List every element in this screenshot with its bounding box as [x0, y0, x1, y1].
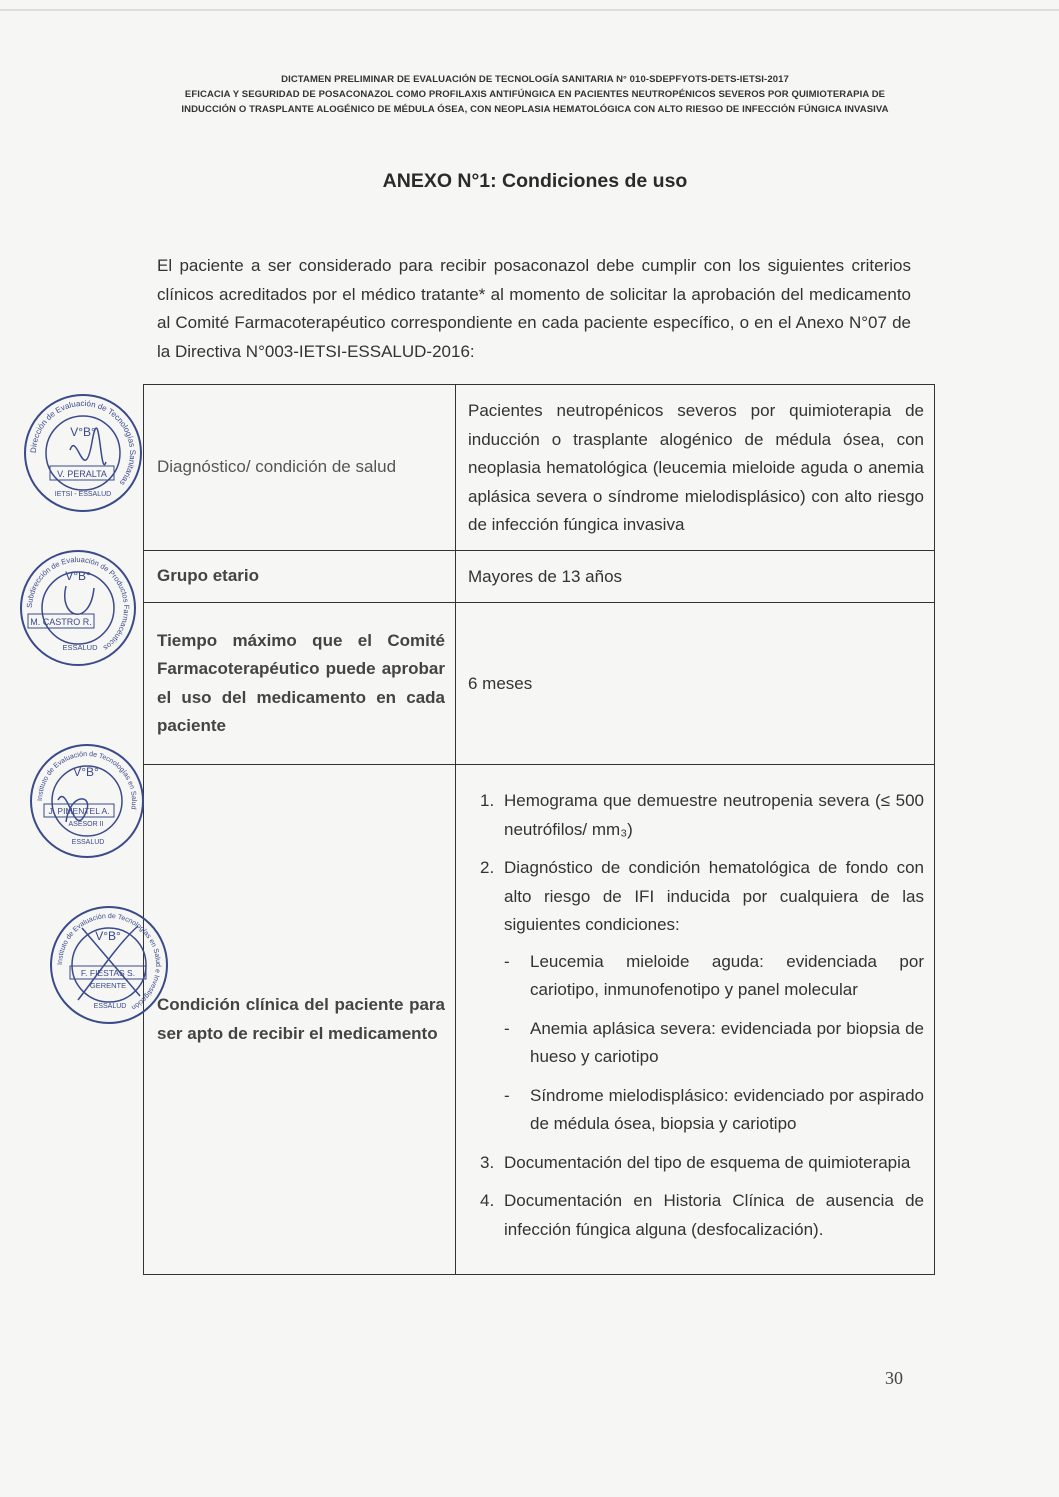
svg-text:ESSALUD: ESSALUD: [62, 643, 98, 652]
criteria-number: 1.: [480, 791, 495, 810]
svg-text:ESSALUD: ESSALUD: [71, 839, 105, 846]
svg-text:Instituto de Evaluación de Tec: Instituto de Evaluación de Tecnologías en Salud: [36, 750, 138, 810]
table-row-age: [144, 551, 935, 603]
svg-text:ESSALUD: ESSALUD: [93, 1003, 127, 1010]
subcriteria-dash: -: [504, 1085, 510, 1105]
criteria-text: Documentación del tipo de esquema de quimioterapia: [504, 1152, 911, 1172]
subcriteria-item: [504, 1015, 924, 1072]
svg-text:Subdirección de Evaluación de: Subdirección de Evaluación de Productos Farmacéuticos: [24, 554, 132, 653]
svg-text:V°B°: V°B°: [65, 569, 91, 583]
svg-text:Instituto de Evaluación de Tec: Instituto de Evaluación de Tecnologías en Salud e Investigación: [56, 912, 162, 1011]
subcriteria-item: [504, 948, 924, 1005]
svg-text:V°B°: V°B°: [73, 765, 99, 779]
svg-text:V. PERALTA: V. PERALTA: [57, 469, 107, 479]
header-line-2: EFICACIA Y SEGURIDAD DE POSACONAZOL COMO PROFILAXIS ANTIFÚNGICA EN PACIENTES NEUTROPÉNICOS SEVEROS POR QUIMIOTERAPIA DE: [184, 89, 886, 100]
criteria-text: Hemograma que demuestre neutropenia severa (≤ 500 neutrófilos/ mm₃): [504, 791, 924, 839]
criteria-text: Documentación en Historia Clínica de ausencia de infección fúngica alguna (desfocalización).: [504, 1191, 924, 1239]
header-line-3: INDUCCIÓN O TRASPLANTE ALOGÉNICO DE MÉDULA ÓSEA, CON NEOPLASIA HEMATOLÓGICA CON ALTO RIESGO DE INFECCIÓN FÚNGICA INVASIVA: [181, 104, 889, 115]
criteria-item: [480, 787, 924, 844]
svg-text:ASESOR II: ASESOR II: [68, 821, 104, 828]
approval-stamp-pimentel: [28, 742, 146, 860]
criteria-item: [480, 854, 924, 1139]
criteria-item: [480, 1187, 924, 1244]
page-title: ANEXO N°1: Condiciones de uso: [382, 170, 688, 192]
time-label: Tiempo máximo que el Comité Farmacoterapéutico puede aprobar el uso del medicamento en cada paciente: [144, 603, 456, 765]
criteria-item: [480, 1149, 924, 1178]
page-number: 30: [885, 1368, 903, 1388]
table-row-time: [144, 603, 935, 765]
criteria-number: 3.: [480, 1152, 495, 1172]
svg-text:M. CASTRO R.: M. CASTRO R.: [30, 617, 92, 627]
criteria-cell: [456, 765, 935, 1275]
approval-stamp-fiestas: [48, 904, 170, 1026]
svg-text:J. PIMENTEL A.: J. PIMENTEL A.: [48, 806, 110, 816]
svg-text:GERENTE: GERENTE: [89, 981, 127, 990]
svg-text:F. FIESTAS S.: F. FIESTAS S.: [80, 968, 136, 978]
table-row-condition: [144, 765, 935, 1275]
header-line-1: DICTAMEN PRELIMINAR DE EVALUACIÓN DE TECNOLOGÍA SANITARIA N° 010-SDEPFYOTS-DETS-IETSI-2017: [281, 74, 789, 85]
criteria-text: Diagnóstico de condición hematológica de fondo con alto riesgo de IFI inducida por cualquiera de las siguientes condiciones:: [504, 858, 924, 934]
svg-text:V°B°: V°B°: [70, 425, 96, 439]
criteria-list: [468, 787, 924, 1244]
subcriteria-text: Leucemia mieloide aguda: evidenciada por cariotipo, inmunofenotipo y panel molecular: [530, 951, 924, 999]
subcriteria-text: Síndrome mielodisplásico: evidenciado por aspirado de médula ósea, biopsia y cariotipo: [530, 1085, 924, 1133]
svg-text:Dirección de Evaluación de Tec: Dirección de Evaluación de Tecnologías Sanitarias: [28, 398, 138, 488]
subcriteria-dash: -: [504, 951, 510, 971]
scan-edge: [0, 9, 1059, 11]
age-value: Mayores de 13 años: [456, 551, 935, 603]
svg-text:V°B°: V°B°: [95, 929, 121, 943]
approval-stamp-peralta: [22, 392, 144, 514]
subcriteria-list: [504, 948, 924, 1139]
diagnosis-label: Diagnóstico/ condición de salud: [144, 385, 456, 551]
intro-paragraph: El paciente a ser considerado para recibir posaconazol debe cumplir con los siguientes criterios clínicos acreditados por el médico tratante* al momento de solicitar la aprobación del medicamento al Comité Farmacoterapéutico correspondiente en cada paciente específico, o en el Anexo N°07 de la Directiva N°003-IETSI-ESSALUD-2016:: [157, 256, 911, 361]
table-row-diagnosis: [144, 385, 935, 551]
subcriteria-dash: -: [504, 1018, 510, 1038]
diagnosis-value: Pacientes neutropénicos severos por quimioterapia de inducción o trasplante alogénico de médula ósea, con neoplasia hematológica (leucemia mieloide aguda o anemia aplásica severa o síndrome mielodisplásico) con alto riesgo de infección fúngica invasiva: [456, 385, 935, 551]
criteria-number: 2.: [480, 858, 495, 877]
document-header: [140, 72, 930, 117]
approval-stamp-castro: [18, 548, 138, 668]
subcriteria-text: Anemia aplásica severa: evidenciada por biopsia de hueso y cariotipo: [530, 1018, 924, 1066]
subcriteria-item: [504, 1082, 924, 1139]
condition-label: Condición clínica del paciente para ser apto de recibir el medicamento: [144, 765, 456, 1275]
criteria-number: 4.: [480, 1191, 495, 1210]
time-value: 6 meses: [456, 603, 935, 765]
conditions-table: [143, 384, 935, 1275]
svg-text:IETSI - ESSALUD: IETSI - ESSALUD: [54, 491, 112, 498]
age-label: Grupo etario: [144, 551, 456, 603]
